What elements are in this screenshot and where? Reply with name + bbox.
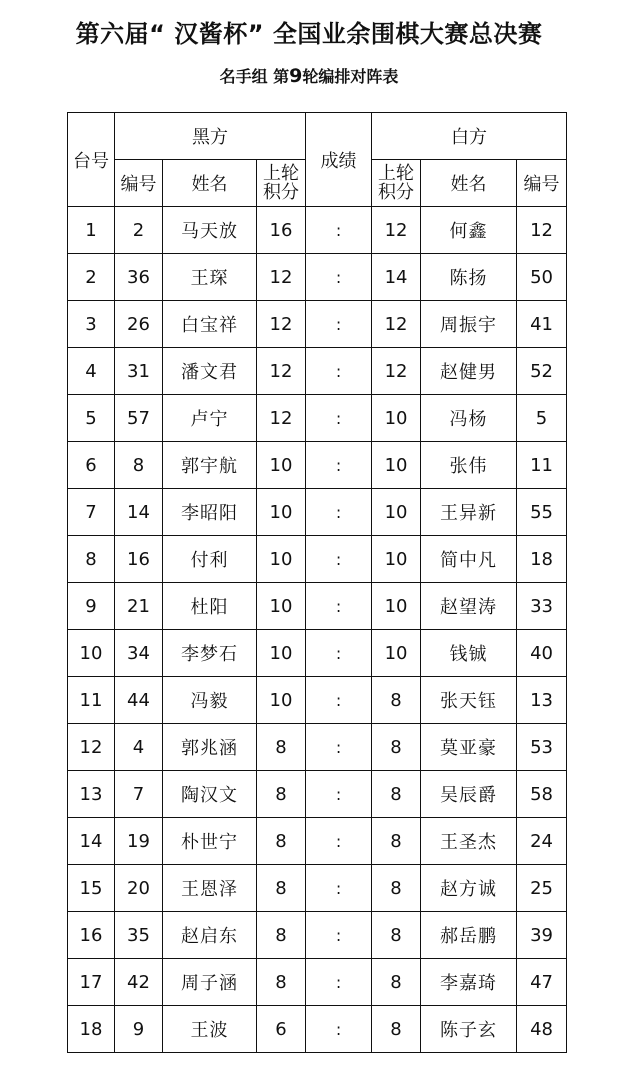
black-prev-score-cell: 10 <box>257 442 306 489</box>
white-prev-score-cell: 8 <box>372 865 421 912</box>
result-cell: : <box>306 630 372 677</box>
black-id-cell: 42 <box>115 959 163 1006</box>
white-name-cell: 陈子玄 <box>421 1006 517 1053</box>
black-name-cell: 李昭阳 <box>163 489 257 536</box>
table-no-cell: 12 <box>68 724 115 771</box>
white-prev-score-cell: 10 <box>372 442 421 489</box>
black-prev-score-cell: 8 <box>257 724 306 771</box>
white-name-cell: 王圣杰 <box>421 818 517 865</box>
black-id-cell: 36 <box>115 254 163 301</box>
black-prev-score-cell: 12 <box>257 301 306 348</box>
black-prev-score-cell: 12 <box>257 348 306 395</box>
table-row <box>68 489 567 536</box>
black-id-cell: 21 <box>115 583 163 630</box>
black-name-cell: 冯毅 <box>163 677 257 724</box>
page-subtitle <box>0 64 618 87</box>
result-cell: : <box>306 442 372 489</box>
white-id-cell: 58 <box>517 771 567 818</box>
black-prev-score-cell: 12 <box>257 395 306 442</box>
header-result: 成绩 <box>306 113 372 207</box>
white-name-cell: 何鑫 <box>421 207 517 254</box>
table-row <box>68 630 567 677</box>
black-id-cell: 16 <box>115 536 163 583</box>
table-row <box>68 959 567 1006</box>
white-id-cell: 18 <box>517 536 567 583</box>
black-name-cell: 陶汉文 <box>163 771 257 818</box>
table-no-cell: 4 <box>68 348 115 395</box>
white-name-cell: 陈扬 <box>421 254 517 301</box>
white-name-cell: 周振宇 <box>421 301 517 348</box>
table-row <box>68 348 567 395</box>
result-cell: : <box>306 583 372 630</box>
black-name-cell: 卢宁 <box>163 395 257 442</box>
table-row <box>68 395 567 442</box>
header-black: 黑方 <box>115 113 306 160</box>
table-no-cell: 9 <box>68 583 115 630</box>
black-name-cell: 杜阳 <box>163 583 257 630</box>
table-row <box>68 724 567 771</box>
black-name-cell: 马天放 <box>163 207 257 254</box>
black-prev-score-cell: 8 <box>257 771 306 818</box>
header-white-name: 姓名 <box>421 160 517 207</box>
round-number: 9 <box>289 65 303 87</box>
white-name-cell: 王异新 <box>421 489 517 536</box>
white-prev-score-cell: 8 <box>372 677 421 724</box>
result-cell: : <box>306 489 372 536</box>
black-id-cell: 34 <box>115 630 163 677</box>
white-id-cell: 53 <box>517 724 567 771</box>
black-name-cell: 郭宇航 <box>163 442 257 489</box>
table-no-cell: 10 <box>68 630 115 677</box>
table-no-cell: 6 <box>68 442 115 489</box>
black-name-cell: 王恩泽 <box>163 865 257 912</box>
table-no-cell: 16 <box>68 912 115 959</box>
table-row <box>68 912 567 959</box>
table-no-cell: 2 <box>68 254 115 301</box>
white-id-cell: 12 <box>517 207 567 254</box>
table-row <box>68 1006 567 1053</box>
header-white-prev-score: 上轮积分 <box>372 160 421 207</box>
white-prev-score-cell: 8 <box>372 912 421 959</box>
table-no-cell: 17 <box>68 959 115 1006</box>
result-cell: : <box>306 771 372 818</box>
header-black-id: 编号 <box>115 160 163 207</box>
white-id-cell: 24 <box>517 818 567 865</box>
result-cell: : <box>306 254 372 301</box>
table-row <box>68 818 567 865</box>
white-prev-score-cell: 8 <box>372 959 421 1006</box>
black-prev-score-cell: 6 <box>257 1006 306 1053</box>
table-no-cell: 11 <box>68 677 115 724</box>
table-no-cell: 18 <box>68 1006 115 1053</box>
table-row <box>68 301 567 348</box>
white-prev-score-cell: 8 <box>372 724 421 771</box>
table-row <box>68 536 567 583</box>
white-prev-score-cell: 10 <box>372 630 421 677</box>
black-id-cell: 44 <box>115 677 163 724</box>
white-prev-score-cell: 14 <box>372 254 421 301</box>
black-id-cell: 35 <box>115 912 163 959</box>
result-cell: : <box>306 818 372 865</box>
black-name-cell: 潘文君 <box>163 348 257 395</box>
white-name-cell: 李嘉琦 <box>421 959 517 1006</box>
black-prev-score-cell: 16 <box>257 207 306 254</box>
white-id-cell: 40 <box>517 630 567 677</box>
white-name-cell: 赵健男 <box>421 348 517 395</box>
table-no-cell: 7 <box>68 489 115 536</box>
white-id-cell: 47 <box>517 959 567 1006</box>
header-black-name: 姓名 <box>163 160 257 207</box>
table-no-cell: 8 <box>68 536 115 583</box>
table-row <box>68 207 567 254</box>
result-cell: : <box>306 865 372 912</box>
header-white: 白方 <box>372 113 567 160</box>
table-no-cell: 15 <box>68 865 115 912</box>
result-cell: : <box>306 536 372 583</box>
black-prev-score-cell: 8 <box>257 959 306 1006</box>
table-row <box>68 442 567 489</box>
black-prev-score-cell: 10 <box>257 536 306 583</box>
black-id-cell: 4 <box>115 724 163 771</box>
white-id-cell: 11 <box>517 442 567 489</box>
result-cell: : <box>306 348 372 395</box>
black-prev-score-cell: 8 <box>257 865 306 912</box>
white-prev-score-cell: 12 <box>372 301 421 348</box>
white-name-cell: 赵方诚 <box>421 865 517 912</box>
table-row <box>68 583 567 630</box>
white-prev-score-cell: 10 <box>372 583 421 630</box>
black-id-cell: 26 <box>115 301 163 348</box>
white-id-cell: 41 <box>517 301 567 348</box>
black-id-cell: 31 <box>115 348 163 395</box>
black-name-cell: 王琛 <box>163 254 257 301</box>
header-table-no: 台号 <box>68 113 115 207</box>
white-id-cell: 55 <box>517 489 567 536</box>
white-prev-score-cell: 8 <box>372 1006 421 1053</box>
result-cell: : <box>306 395 372 442</box>
white-id-cell: 33 <box>517 583 567 630</box>
table-no-cell: 14 <box>68 818 115 865</box>
result-cell: : <box>306 1006 372 1053</box>
black-id-cell: 7 <box>115 771 163 818</box>
white-name-cell: 冯杨 <box>421 395 517 442</box>
white-prev-score-cell: 12 <box>372 207 421 254</box>
white-id-cell: 13 <box>517 677 567 724</box>
black-prev-score-cell: 8 <box>257 818 306 865</box>
white-prev-score-cell: 10 <box>372 489 421 536</box>
white-prev-score-cell: 12 <box>372 348 421 395</box>
white-name-cell: 钱铖 <box>421 630 517 677</box>
black-prev-score-cell: 10 <box>257 489 306 536</box>
white-id-cell: 48 <box>517 1006 567 1053</box>
black-prev-score-cell: 8 <box>257 912 306 959</box>
black-name-cell: 王波 <box>163 1006 257 1053</box>
table-row <box>68 771 567 818</box>
table-row <box>68 677 567 724</box>
black-id-cell: 8 <box>115 442 163 489</box>
black-name-cell: 白宝祥 <box>163 301 257 348</box>
black-prev-score-cell: 10 <box>257 583 306 630</box>
white-name-cell: 郝岳鹏 <box>421 912 517 959</box>
black-id-cell: 2 <box>115 207 163 254</box>
white-prev-score-cell: 8 <box>372 771 421 818</box>
table-no-cell: 1 <box>68 207 115 254</box>
header-white-id: 编号 <box>517 160 567 207</box>
black-name-cell: 赵启东 <box>163 912 257 959</box>
result-cell: : <box>306 677 372 724</box>
white-name-cell: 莫亚豪 <box>421 724 517 771</box>
black-name-cell: 朴世宁 <box>163 818 257 865</box>
white-name-cell: 赵望涛 <box>421 583 517 630</box>
white-prev-score-cell: 10 <box>372 536 421 583</box>
white-id-cell: 52 <box>517 348 567 395</box>
black-prev-score-cell: 12 <box>257 254 306 301</box>
black-id-cell: 20 <box>115 865 163 912</box>
result-cell: : <box>306 301 372 348</box>
result-cell: : <box>306 912 372 959</box>
white-id-cell: 25 <box>517 865 567 912</box>
black-id-cell: 19 <box>115 818 163 865</box>
white-prev-score-cell: 8 <box>372 818 421 865</box>
white-id-cell: 5 <box>517 395 567 442</box>
page-title: 第六届“ 汉酱杯” 全国业余围棋大赛总决赛 <box>75 20 543 48</box>
black-name-cell: 周子涵 <box>163 959 257 1006</box>
white-id-cell: 39 <box>517 912 567 959</box>
table-no-cell: 5 <box>68 395 115 442</box>
white-name-cell: 张伟 <box>421 442 517 489</box>
table-row <box>68 865 567 912</box>
table-no-cell: 13 <box>68 771 115 818</box>
black-id-cell: 57 <box>115 395 163 442</box>
white-name-cell: 吴辰爵 <box>421 771 517 818</box>
pairing-table <box>67 112 567 1053</box>
white-prev-score-cell: 10 <box>372 395 421 442</box>
subtitle-suffix: 轮编排对阵表 <box>302 67 399 86</box>
black-name-cell: 付利 <box>163 536 257 583</box>
subtitle-prefix: 名手组 第 <box>219 67 290 86</box>
black-name-cell: 李梦石 <box>163 630 257 677</box>
white-id-cell: 50 <box>517 254 567 301</box>
black-prev-score-cell: 10 <box>257 630 306 677</box>
white-name-cell: 张天钰 <box>421 677 517 724</box>
black-prev-score-cell: 10 <box>257 677 306 724</box>
black-name-cell: 郭兆涵 <box>163 724 257 771</box>
table-no-cell: 3 <box>68 301 115 348</box>
result-cell: : <box>306 207 372 254</box>
white-name-cell: 简中凡 <box>421 536 517 583</box>
result-cell: : <box>306 724 372 771</box>
black-id-cell: 9 <box>115 1006 163 1053</box>
result-cell: : <box>306 959 372 1006</box>
table-row <box>68 254 567 301</box>
header-black-prev-score: 上轮积分 <box>257 160 306 207</box>
black-id-cell: 14 <box>115 489 163 536</box>
